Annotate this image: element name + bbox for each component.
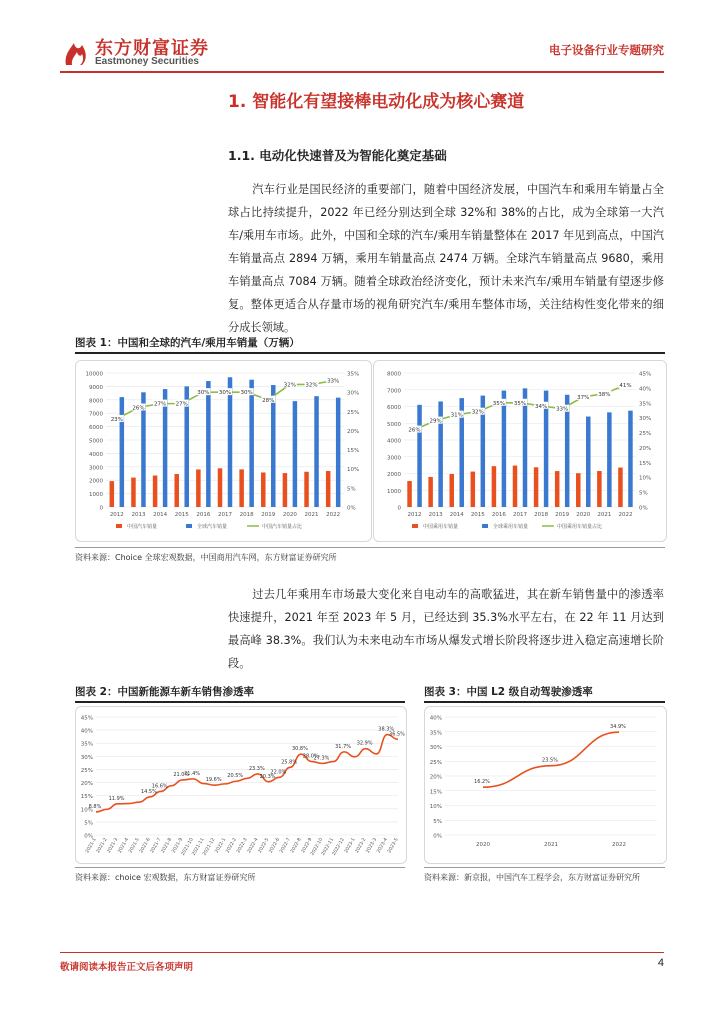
data-label: 16.6%: [151, 783, 168, 790]
y-tick-label: 6000: [387, 405, 401, 411]
y2-tick-label: 45%: [639, 371, 652, 378]
x-tick-label: 2023-2: [354, 837, 368, 855]
figure-3-source: 资料来源：新京报，中国汽车工程学会，东方财富证券研究所: [424, 873, 640, 882]
bar: [502, 391, 507, 507]
y-tick-label: 30%: [80, 754, 93, 761]
y2-tick-label: 5%: [347, 486, 356, 493]
data-label: 30%: [240, 390, 253, 397]
bar: [196, 469, 201, 507]
x-tick-label: 2022-11: [321, 837, 336, 857]
bar: [597, 471, 602, 507]
legend-label: 全球乘用车销量: [493, 524, 529, 530]
x-tick-label: 2014: [153, 512, 168, 518]
bar: [206, 381, 211, 507]
x-tick-label: 2021-12: [202, 837, 217, 857]
data-label: 31%: [450, 412, 463, 419]
data-label: 14.5%: [140, 788, 157, 795]
company-name-cn: 东方财富证券: [95, 38, 209, 59]
y-tick-label: 20%: [429, 774, 442, 781]
figure-3-bottom-rule: [424, 867, 665, 868]
y-tick-label: 7000: [387, 388, 401, 395]
legend-swatch: [116, 524, 122, 528]
x-tick-label: 2021-5: [128, 837, 141, 855]
x-tick-label: 2022-6: [268, 837, 282, 855]
company-name-en: Eastmoney Securities: [95, 56, 199, 67]
data-label: 22.0%: [270, 769, 287, 776]
y-tick-label: 5%: [84, 820, 93, 827]
data-label: 11.9%: [108, 795, 125, 802]
series-line: [415, 385, 626, 430]
x-tick-label: 2021-7: [149, 837, 163, 855]
legend-label: 中国乘用车销量占比: [557, 524, 603, 530]
y-tick-label: 2000: [387, 472, 401, 478]
x-tick-label: 2022-7: [279, 837, 292, 855]
y-tick-label: 15%: [429, 789, 442, 796]
chart-3: [425, 707, 666, 863]
section-heading: 1. 智能化有望接棒电动化成为核心赛道: [228, 92, 525, 112]
bar: [555, 471, 560, 507]
x-tick-label: 2018: [239, 512, 254, 518]
y2-tick-label: 20%: [639, 445, 652, 452]
data-label: 8.8%: [88, 803, 102, 810]
x-tick-label: 2021-6: [139, 837, 152, 855]
x-tick-label: 2016: [196, 512, 211, 518]
data-label: 23.3%: [248, 765, 265, 772]
y-tick-label: 30%: [429, 745, 442, 751]
y2-tick-label: 0%: [347, 505, 356, 512]
bar: [249, 380, 254, 507]
chart-1b: [374, 361, 666, 541]
x-tick-label: 2022: [326, 512, 341, 518]
data-label: 27%: [175, 401, 188, 408]
y-tick-label: 2000: [89, 478, 103, 485]
chart-3-frame: [424, 706, 667, 864]
bar: [607, 412, 612, 507]
data-label: 33%: [327, 378, 340, 385]
y-tick-label: 35%: [429, 730, 442, 737]
data-label: 29%: [429, 418, 442, 425]
x-tick-label: 2022-4: [247, 837, 260, 855]
data-label: 28.0%: [302, 753, 319, 760]
bar: [471, 472, 476, 507]
y-tick-label: 40%: [80, 728, 93, 735]
legend-label: 中国汽车销量占比: [262, 524, 303, 530]
legend-label: 中国乘用车销量: [423, 524, 459, 530]
chart-1a-frame: [75, 360, 372, 542]
x-tick-label: 2021: [544, 842, 558, 848]
y2-tick-label: 30%: [347, 390, 360, 397]
bar: [449, 474, 454, 507]
bar: [261, 472, 266, 507]
y2-tick-label: 35%: [347, 371, 360, 378]
legend-swatch: [482, 524, 488, 528]
bar: [110, 481, 115, 507]
y-tick-label: 10%: [429, 804, 442, 810]
x-tick-label: 2021-9: [171, 837, 185, 855]
bar: [618, 468, 623, 507]
data-label: 36.5%: [389, 731, 405, 738]
y-tick-label: 9000: [89, 384, 103, 391]
x-tick-label: 2012: [109, 512, 124, 518]
logo: [60, 35, 94, 69]
x-tick-label: 2015: [470, 512, 485, 518]
data-label: 30%: [218, 390, 232, 397]
y2-tick-label: 25%: [347, 409, 360, 416]
data-label: 35%: [492, 400, 506, 407]
y-tick-label: 7000: [89, 411, 103, 418]
figure-2-rule: [75, 701, 405, 703]
y-tick-label: 40%: [429, 715, 442, 722]
data-label: 23%: [110, 416, 123, 423]
data-label: 16.2%: [474, 779, 490, 786]
x-tick-label: 2021: [304, 512, 319, 518]
data-label: 20.3%: [259, 773, 276, 780]
y-tick-label: 1000: [387, 488, 401, 495]
bar: [428, 477, 433, 507]
x-tick-label: 2021-2: [96, 837, 109, 855]
y2-tick-label: 35%: [639, 401, 652, 408]
footer-rule: [60, 952, 664, 953]
y-tick-label: 5%: [433, 818, 442, 825]
x-tick-label: 2023-1: [344, 837, 357, 855]
y-tick-label: 25%: [80, 767, 93, 774]
x-tick-label: 2016: [491, 512, 506, 518]
y-tick-label: 20%: [80, 781, 93, 788]
data-label: 32%: [283, 382, 297, 389]
y2-tick-label: 15%: [347, 448, 360, 455]
figure-1-rule: [75, 352, 665, 354]
paragraph-1: 汽车行业是国民经济的重要部门，随着中国经济发展，中国汽车和乘用车销量占全球占比持续提升，2022 年已经分别达到全球 32%和 38%的占比，成为全球第一大汽车/乘用车市场。此外，中国和全球的汽车/乘用车销量整体在 2017 年见到高点，中国汽车销量高点 2894 万辆，乘用车销量高点 2474 万辆。全球汽车销量高点 9680，乘用车销量高点 7084 万辆。随着全球政治经济变化，预计未来汽车/乘用车销量有望逐步修复。整体更适合从存量市场的视角研究汽车/乘用车整体市场，关注结构性变化带来的细分成长领域。: [228, 183, 664, 334]
data-label: 27%: [153, 401, 167, 408]
x-tick-label: 2013: [428, 512, 443, 518]
y-tick-label: 25%: [429, 759, 442, 766]
x-tick-label: 2021-3: [106, 837, 120, 855]
x-tick-label: 2021-4: [117, 837, 131, 855]
y-tick-label: 3000: [89, 465, 103, 472]
x-tick-label: 2022-1: [214, 837, 228, 855]
x-tick-label: 2022-12: [331, 837, 346, 857]
data-label: 26%: [408, 427, 421, 434]
y-tick-label: 1000: [89, 492, 103, 499]
data-label: 38.3%: [378, 726, 395, 733]
x-tick-label: 2018: [534, 512, 549, 518]
subsection-heading: 1.1. 电动化快速普及为智能化奠定基础: [228, 148, 447, 163]
bar: [417, 405, 422, 507]
y-tick-label: 6000: [89, 425, 103, 432]
bar: [239, 469, 244, 507]
legend-label: 中国汽车销量: [127, 524, 158, 530]
bar: [283, 473, 288, 507]
x-tick-label: 2021-8: [160, 837, 174, 855]
legend-label: 全球汽车销量: [197, 524, 228, 530]
x-tick-label: 2021-11: [191, 837, 206, 857]
y2-tick-label: 25%: [639, 431, 652, 438]
data-label: 20.5%: [227, 773, 244, 780]
x-tick-label: 2020: [476, 842, 490, 848]
legend-swatch: [412, 524, 418, 528]
y2-tick-label: 10%: [347, 467, 360, 474]
x-tick-label: 2020: [576, 512, 591, 518]
y-tick-label: 15%: [80, 794, 93, 801]
bar: [293, 401, 298, 507]
y-tick-label: 8000: [387, 371, 401, 378]
y-tick-label: 8000: [89, 398, 103, 405]
x-tick-label: 2019: [261, 512, 276, 518]
x-tick-label: 2015: [174, 512, 189, 518]
data-label: 19.6%: [205, 777, 222, 784]
chart-1b-frame: [373, 360, 667, 542]
bar: [131, 478, 136, 507]
chart-2-frame: [75, 706, 407, 864]
y-tick-label: 3000: [387, 455, 401, 462]
data-label: 33%: [556, 406, 569, 413]
data-label: 32.9%: [356, 740, 373, 747]
data-label: 31.7%: [335, 743, 352, 750]
figure-1-source: 资料来源：Choice 全球宏观数据，中国商用汽车网，东方财富证券研究所: [75, 553, 337, 562]
bar: [492, 466, 497, 507]
bar: [534, 467, 539, 507]
data-label: 37%: [577, 394, 590, 401]
y-tick-label: 5000: [89, 438, 103, 445]
legend-swatch: [186, 524, 192, 528]
bar: [326, 471, 331, 507]
y2-tick-label: 10%: [639, 475, 652, 482]
x-tick-label: 2022: [618, 512, 633, 518]
x-tick-label: 2013: [131, 512, 146, 518]
x-tick-label: 2021-1: [85, 837, 98, 855]
chart-2: [76, 707, 406, 863]
bar: [513, 466, 518, 507]
x-tick-label: 2023-5: [387, 837, 400, 855]
chart-1a: [76, 361, 371, 541]
data-label: 34.9%: [610, 724, 626, 731]
bar: [314, 396, 319, 507]
figure-2-bottom-rule: [75, 867, 405, 868]
y-tick-label: 0%: [433, 833, 442, 840]
y-tick-label: 0: [397, 505, 401, 512]
data-label: 21.0%: [173, 771, 190, 778]
bar: [120, 397, 125, 507]
x-tick-label: 2019: [555, 512, 570, 518]
x-tick-label: 2022-9: [300, 837, 314, 855]
paragraph-2: 过去几年乘用车市场最大变化来自电动车的高歌猛进，其在新车销售量中的渗透率快速提升，2021 年至 2023 年 5 月，已经达到 35.3%水平左右，在 22 年 11 月达到最高峰 38.3%。我们认为未来电动车市场从爆发式增长阶段将逐步进入稳定高速增长阶段。: [228, 588, 664, 670]
y-tick-label: 0: [99, 505, 103, 512]
y-tick-label: 0%: [84, 833, 93, 840]
data-label: 35%: [513, 400, 527, 407]
data-label: 23.5%: [542, 757, 558, 764]
x-tick-label: 2017: [513, 512, 527, 518]
data-label: 30.8%: [291, 746, 308, 753]
y-tick-label: 4000: [387, 438, 401, 445]
y2-tick-label: 40%: [639, 386, 652, 393]
brand-flame-icon: [60, 35, 94, 69]
data-label: 21.4%: [184, 770, 201, 777]
bar: [218, 468, 223, 507]
y2-tick-label: 30%: [639, 416, 652, 423]
bar: [628, 411, 633, 507]
x-tick-label: 2023-3: [365, 837, 379, 855]
data-label: 32%: [471, 409, 484, 416]
footer-disclaimer: 敬请阅读本报告正文后各项声明: [60, 962, 194, 973]
x-tick-label: 2021-10: [180, 837, 195, 857]
y-tick-label: 45%: [80, 715, 93, 722]
bar: [228, 377, 233, 507]
x-tick-label: 2014: [449, 512, 464, 518]
x-tick-label: 2023-4: [376, 837, 389, 855]
header-rule: [60, 71, 664, 73]
y-tick-label: 4000: [89, 451, 103, 458]
x-tick-label: 2021: [597, 512, 612, 518]
y-tick-label: 10%: [80, 807, 93, 814]
y-tick-label: 35%: [80, 741, 93, 748]
bar: [586, 417, 591, 507]
x-tick-label: 2022-10: [310, 837, 325, 857]
bar: [336, 398, 341, 507]
x-tick-label: 2022-5: [257, 837, 271, 855]
figure-3-rule: [424, 701, 665, 703]
figure-1-bottom-rule: [75, 547, 665, 548]
bar: [153, 476, 158, 507]
y-tick-label: 10000: [85, 371, 103, 378]
figure-3-title: 图表 3：中国 L2 级自动驾驶渗透率: [424, 686, 593, 698]
x-tick-label: 2017: [218, 512, 232, 518]
x-tick-label: 2022-8: [290, 837, 303, 855]
report-type: 电子设备行业专题研究: [549, 43, 664, 57]
bar: [576, 473, 581, 507]
data-label: 25.8%: [281, 759, 298, 766]
y2-tick-label: 0%: [639, 505, 648, 512]
figure-2-source: 资料来源：choice 宏观数据，东方财富证券研究所: [75, 873, 256, 882]
series-line: [96, 735, 398, 812]
x-tick-label: 2022-2: [225, 837, 238, 855]
x-tick-label: 2012: [407, 512, 422, 518]
data-label: 38%: [598, 391, 611, 398]
y2-tick-label: 5%: [639, 490, 648, 497]
x-tick-label: 2022-3: [236, 837, 249, 855]
figure-1-title: 图表 1：中国和全球的汽车/乘用车销量（万辆）: [75, 337, 300, 349]
y2-tick-label: 20%: [347, 428, 360, 435]
data-label: 30%: [197, 390, 210, 397]
data-label: 27.3%: [313, 755, 330, 762]
bar: [304, 472, 309, 507]
figure-2-title: 图表 2：中国新能源车新车销售渗透率: [75, 686, 254, 698]
data-label: 32%: [305, 382, 318, 389]
x-tick-label: 2022: [612, 842, 626, 848]
data-label: 34%: [534, 403, 548, 410]
bar: [174, 474, 179, 507]
page-number: 4: [657, 957, 664, 969]
data-label: 26%: [132, 405, 145, 412]
bar: [407, 481, 412, 507]
data-label: 41%: [619, 382, 632, 389]
x-tick-label: 2020: [282, 512, 297, 518]
data-label: 28%: [262, 397, 275, 404]
y-tick-label: 5000: [387, 421, 401, 428]
y2-tick-label: 15%: [639, 460, 652, 467]
